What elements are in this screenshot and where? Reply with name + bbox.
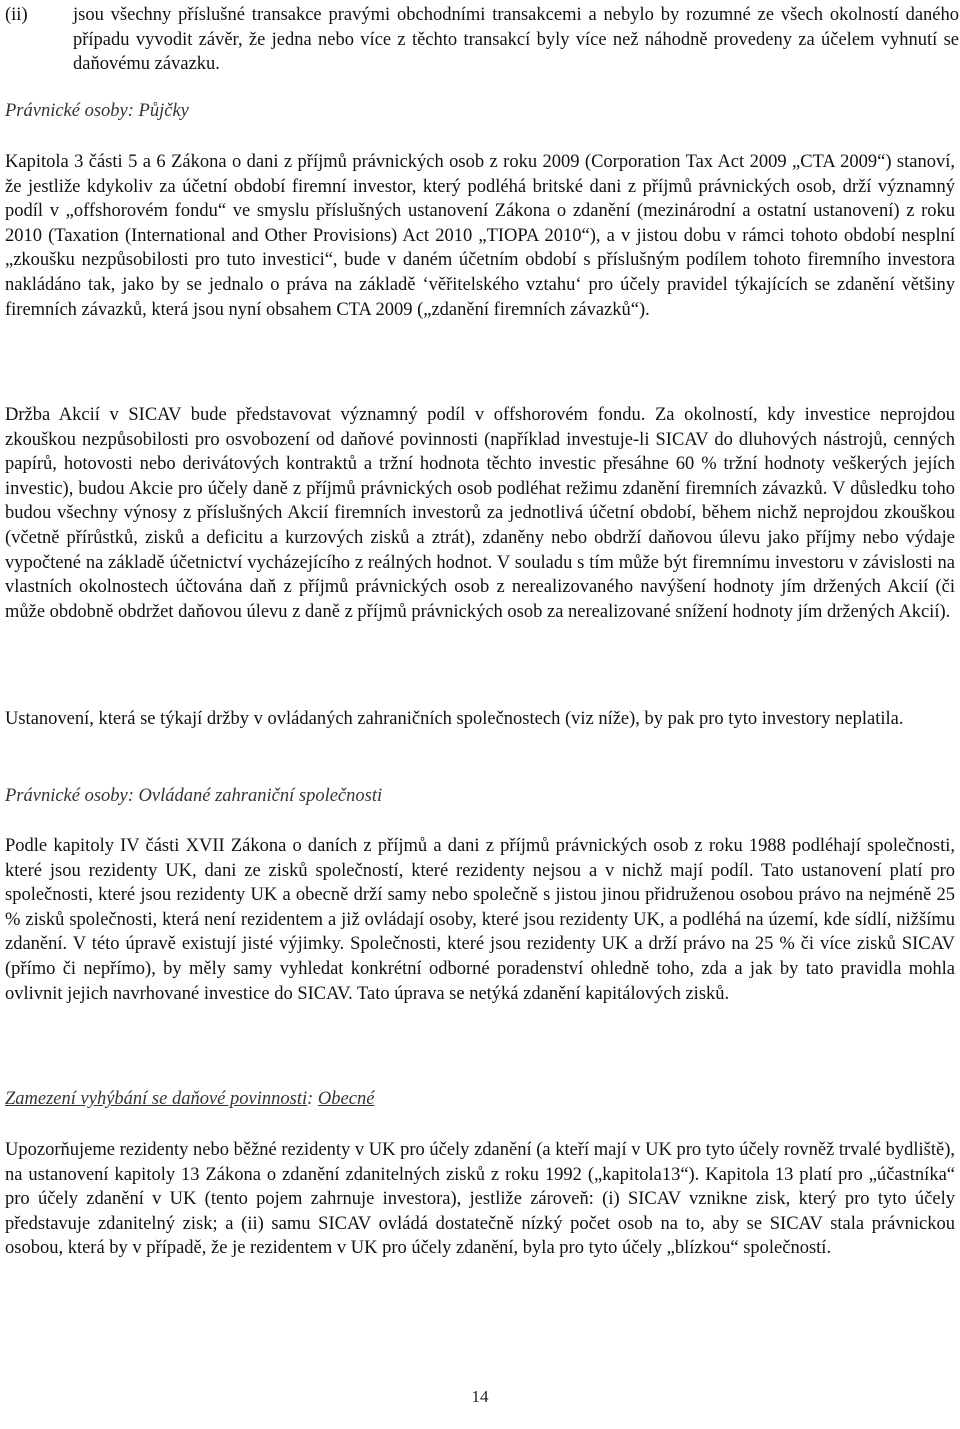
paragraph-avoidance-1: Upozorňujeme rezidenty nebo běžné rezidenty v UK pro účely zdanění (a kteří mají v UK pro tyto účely rovněž trvalé bydliště), na ustanovení kapitoly 13 Zákona o zdanění zdanitelných zisků z roku 1992 („kapitola13“). Kapitola 13 platí pro „účastníka“ pro účely zdanění v UK (tento pojem zahrnuje investora), jestliže zároveň: (i) SICAV vznikne zisk, který pro tyto účely představuje zdanitelný zisk; a (ii) samu SICAV ovládá dostatečně nízký počet osob na to, aby se SICAV stala právnickou osobou, která by v případě, že je rezidentem v UK pro účely zdanění, byla pro tyto účely „blízkou“ společností. (5, 1140, 955, 1259)
section-heading-cfc: Právnické osoby: Ovládané zahraniční společnosti (5, 786, 383, 806)
section-heading-loans: Právnické osoby: Půjčky (5, 101, 189, 121)
paragraph-cfc-1: Podle kapitoly IV části XVII Zákona o daních z příjmů a dani z příjmů právnických osob z roku 1988 podléhají společnosti, které jsou rezidenty UK, dani ze zisků společností, které rezidenty nejsou a v nichž mají podíl. Tato ustanovení platí pro společnosti, které jsou rezidenty UK a obecně drží samy nebo společně s jistou jinou přidruženou osobou právo na nejméně 25 % zisků společnosti, která není rezidentem a již ovládají osoby, které jsou rezidenty UK, a podléhá na území, kde sídlí, nižšímu zdanění. V této úpravě existují jisté výjimky. Společnosti, které jsou rezidenty UK a drží právo na 25 % či více zisků SICAV (přímo či nepřímo), by měly samy vyhledat konkrétní odborné poradenství ohledně toho, zda a jak by tato pravidla mohla ovlivnit jejich navrhované investice do SICAV. Tato úprava se netýká zdanění kapitálových zisků. (5, 836, 955, 1004)
page-number: 14 (471, 1387, 489, 1406)
section-heading-avoidance (5, 1087, 955, 1112)
section-heading-avoidance-sep: : (307, 1089, 318, 1109)
section-heading-avoidance-sub: Obecné (317, 1089, 375, 1109)
list-item-text: jsou všechny příslušné transakce pravými obchodními transakcemi a nebylo by rozumné ze všech okolností daného případu vyvodit závěr, že jedna nebo více z těchto transakcí byly více než náhodně provedeny za účelem vyhnutí se daňovému závazku. (73, 5, 959, 75)
list-item-label: (ii) (5, 5, 28, 25)
section-heading-avoidance-main: Zamezení vyhýbání se daňové povinnosti (5, 1089, 308, 1109)
paragraph-loans-2-rest: Za okolností, kdy investice neprojdou zkouškou nezpůsobilosti pro osvobození od daňové povinnosti (například investuje-li SICAV do dluhových nástrojů, cenných papírů, hotovosti nebo derivátových kontraktů a tržní hodnota těchto investic přesáhne 60 % tržní hodnoty veškerých jejích investic), budou Akcie pro účely daně z příjmů právnických osob podléhat režimu zdanění firemních závazků. V důsledku toho budou všechny výnosy z příslušných Akcií firemních investorů za jednotlivá účetní období, během nichž neprojdou zkouškou (včetně přírůstků, zisků a deficitu a kurzových zisků a ztrát), zdaněny nebo obdrží daňovou úlevu jako příjmy nebo výdaje vypočtené na základě účetnictví vycházejícího z reálných hodnot. V souladu s tím může být firemnímu investoru v závislosti na vlastních okolnostech účtována daň z příjmů právnických osob z nerealizovaného navýšení hodnoty jím držených Akcií (či může obdobně obdržet daňovou úlevu z daně z příjmů právnických osob za nerealizované snížení hodnoty jím držených Akcií). (5, 405, 955, 622)
paragraph-loans-2-lead: Držba Akcií v SICAV bude představovat významný podíl v offshorovém fondu. (5, 405, 646, 425)
paragraph-loans-2 (5, 403, 955, 624)
paragraph-loans-3: Ustanovení, která se týkají držby v ovládaných zahraničních společnostech (viz níže), by pak pro tyto investory neplatila. (5, 709, 904, 729)
paragraph-loans-1: Kapitola 3 části 5 a 6 Zákona o dani z příjmů právnických osob z roku 2009 (Corporation Tax Act 2009 „CTA 2009“) stanoví, že jestliže kdykoliv za účetní období firemní investor, který podléhá britské dani z příjmů právnických osob, drží významný podíl v „offshorovém fondu“ ve smyslu příslušných ustanovení Zákona o zdanění (mezinárodní a ostatní ustanovení) z roku 2010 (Taxation (International and Other Provisions) Act 2010 „TIOPA 2010“), a v jistou dobu v rámci tohoto období nesplní „zkoušku nezpůsobilosti pro tuto investici“, bude v daném účetním období s příslušným podílem tohoto firemního investora nakládáno tak, jako by se jednalo o práva na základě ‘věřitelského vztahu‘ pro účely pravidel týkajících se zdanění většiny firemních závazků, která jsou nyní obsahem CTA 2009 („zdanění firemních závazků“). (5, 152, 955, 320)
